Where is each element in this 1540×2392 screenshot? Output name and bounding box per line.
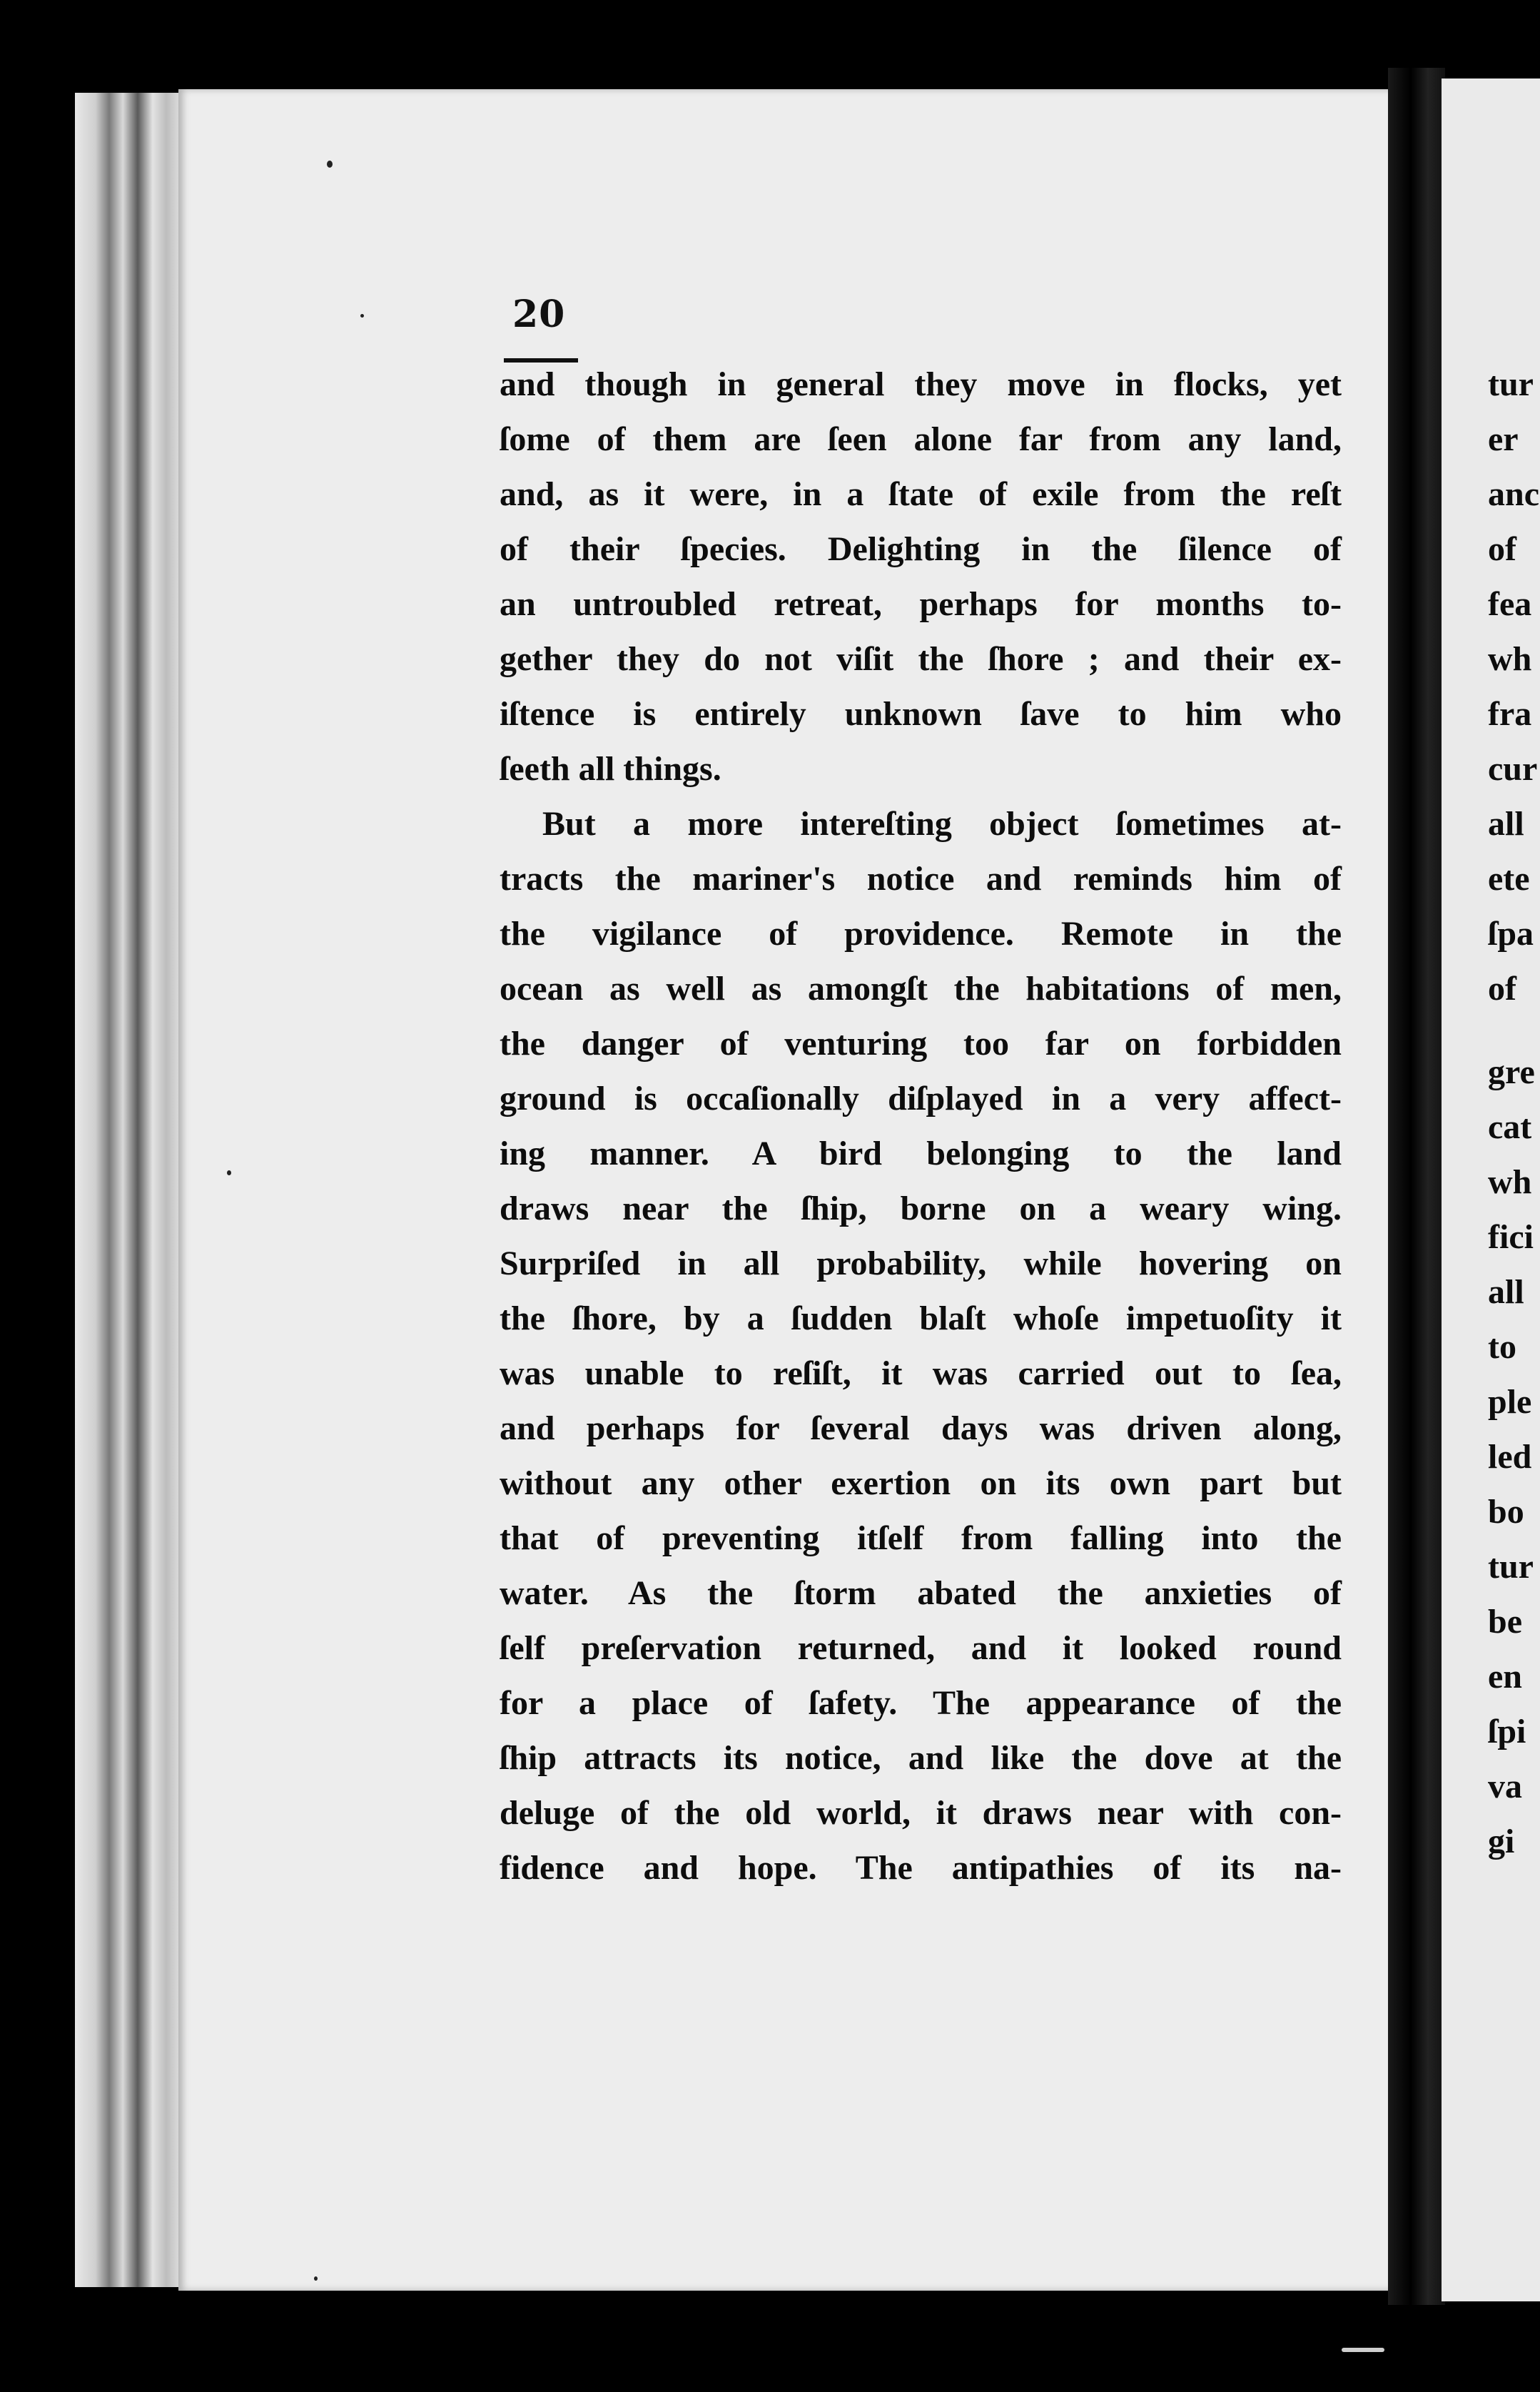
fragment: er	[1488, 420, 1519, 458]
text-line: ocean as well as amongſt the habitations of men,	[500, 970, 1342, 1008]
fragment: gre	[1488, 1053, 1535, 1091]
fragment: wh	[1488, 640, 1532, 678]
text-line: ing manner. A bird belonging to the land	[500, 1135, 1342, 1172]
text-line: Surpriſed in all probability, while hovering on	[500, 1245, 1342, 1282]
scan-speck	[327, 161, 333, 168]
fragment: ple	[1488, 1383, 1532, 1421]
scan-speck	[227, 1170, 231, 1175]
fragment: fea	[1488, 585, 1532, 623]
text-line: without any other exertion on its own part but	[500, 1464, 1342, 1502]
scan-speck	[1342, 2348, 1384, 2352]
page-edge-stack	[75, 93, 189, 2287]
text-line: gether they do not viſit the ſhore ; and their ex-	[500, 640, 1342, 678]
text-line: and perhaps for ſeveral days was driven along,	[500, 1409, 1342, 1447]
fragment: of	[1488, 970, 1516, 1008]
text-line: deluge of the old world, it draws near with con-	[500, 1794, 1342, 1832]
fragment: all	[1488, 805, 1524, 843]
facing-page-fragments	[1488, 357, 1540, 1869]
scan-speck	[314, 2276, 318, 2281]
text-line: But a more intereſting object ſometimes at-	[542, 805, 1342, 843]
fragment: gi	[1488, 1823, 1515, 1860]
scan-speck	[360, 314, 364, 318]
fragment: be	[1488, 1603, 1522, 1641]
text-line: was unable to reſiſt, it was carried out to ſea,	[500, 1354, 1342, 1392]
fragment: va	[1488, 1768, 1522, 1805]
text-line: ground is occaſionally diſplayed in a very affect-	[500, 1080, 1342, 1118]
fragment: all	[1488, 1273, 1524, 1311]
text-line: iſtence is entirely unknown ſave to him who	[500, 695, 1342, 733]
text-line: fidence and hope. The antipathies of its na-	[500, 1849, 1342, 1887]
fragment: of	[1488, 530, 1516, 568]
text-line: water. As the ſtorm abated the anxieties of	[500, 1574, 1342, 1612]
text-line: of their ſpecies. Delighting in the ſilence of	[500, 530, 1342, 568]
fragment: cur	[1488, 750, 1538, 788]
text-line: ſeeth all things.	[500, 750, 721, 788]
text-line: ſelf preſervation returned, and it looked round	[500, 1629, 1342, 1667]
text-line: that of preventing itſelf from falling into the	[500, 1519, 1342, 1557]
fragment: bo	[1488, 1493, 1524, 1531]
fragment: en	[1488, 1658, 1522, 1696]
text-line: ſome of them are ſeen alone far from any land,	[500, 420, 1342, 458]
fragment: ſpa	[1488, 915, 1534, 953]
book-gutter	[1388, 68, 1445, 2305]
page-number: 20	[512, 293, 566, 336]
fragment: to	[1488, 1328, 1516, 1366]
fragment: ſpi	[1488, 1713, 1526, 1750]
text-line: draws near the ſhip, borne on a weary wing.	[500, 1190, 1342, 1227]
fragment: anc	[1488, 475, 1539, 513]
fragment: fra	[1488, 695, 1532, 733]
text-line: an untroubled retreat, perhaps for months to-	[500, 585, 1342, 623]
text-line: and, as it were, in a ſtate of exile from the reſt	[500, 475, 1342, 513]
fragment: led	[1488, 1438, 1532, 1476]
body-text	[500, 357, 1342, 1895]
text-line: the vigilance of providence. Remote in the	[500, 915, 1342, 953]
text-line: tracts the mariner's notice and reminds him of	[500, 860, 1342, 898]
text-line: and though in general they move in flocks, yet	[500, 365, 1342, 403]
fragment: fici	[1488, 1218, 1534, 1256]
text-line: the danger of venturing too far on forbidden	[500, 1025, 1342, 1063]
fragment: cat	[1488, 1108, 1532, 1146]
text-line: the ſhore, by a ſudden blaſt whoſe impetuoſity it	[500, 1299, 1342, 1337]
fragment: tur	[1488, 365, 1534, 403]
fragment: wh	[1488, 1163, 1532, 1201]
text-line: for a place of ſafety. The appearance of the	[500, 1684, 1342, 1722]
fragment: tur	[1488, 1548, 1534, 1586]
fragment: ete	[1488, 860, 1530, 898]
text-line: ſhip attracts its notice, and like the dove at the	[500, 1739, 1342, 1777]
